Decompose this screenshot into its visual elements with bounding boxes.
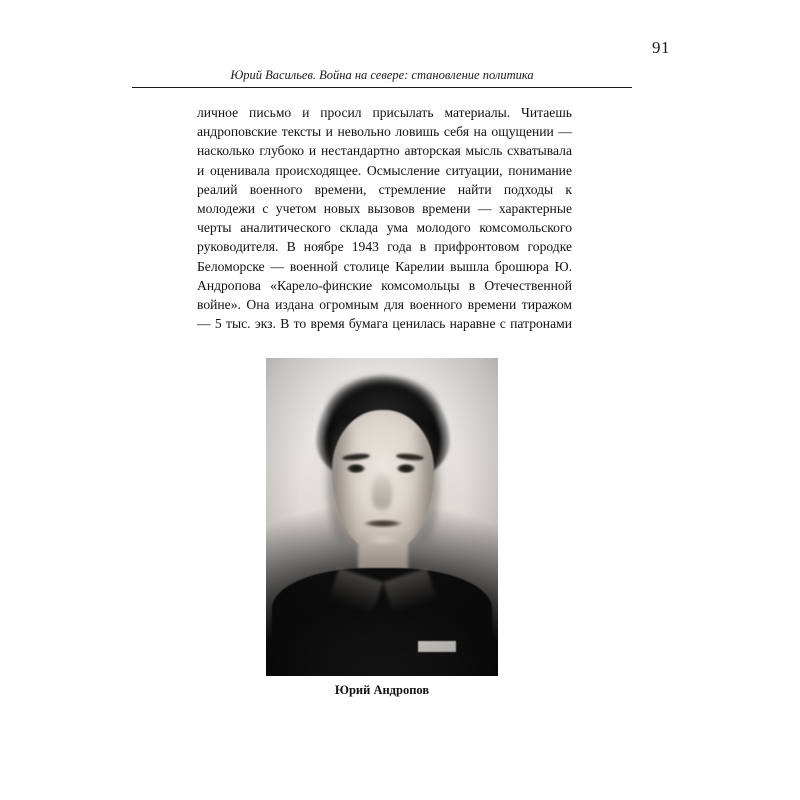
running-head-block — [132, 68, 632, 88]
figure-caption: Юрий Андропов — [334, 683, 430, 697]
running-head: Юрий Васильев. Война на севере: становление политика — [230, 68, 534, 82]
photo-vignette — [266, 358, 498, 676]
body-text — [197, 103, 572, 333]
body-paragraph: личное письмо и просил присылать материалы. Читаешь андроповские тексты и невольно ловишь себя на ощущении — насколько глубоко и нестандартно авторская мысль схватывала и оценивала происходящее. Осмысление ситуации, понимание реалий военного времени, стремление найти подходы к молодежи с учетом новых вызовов времени — характерные черты аналитического склада ума молодого комсомольского руководителя. В ноябре 1943 года в прифронтовом городке Беломорске — военной столице Карелии вышла брошюра Ю. Андропова «Карело-финские комсомольцы в Отечественной войне». Она издана огромным для военного времени тиражом — 5 тыс. экз. В то время бумага ценилась наравне с патронами — [197, 105, 572, 332]
header-rule — [132, 87, 632, 88]
portrait-photo — [266, 358, 498, 676]
page-number: 91 — [652, 38, 670, 57]
figure — [266, 358, 498, 698]
